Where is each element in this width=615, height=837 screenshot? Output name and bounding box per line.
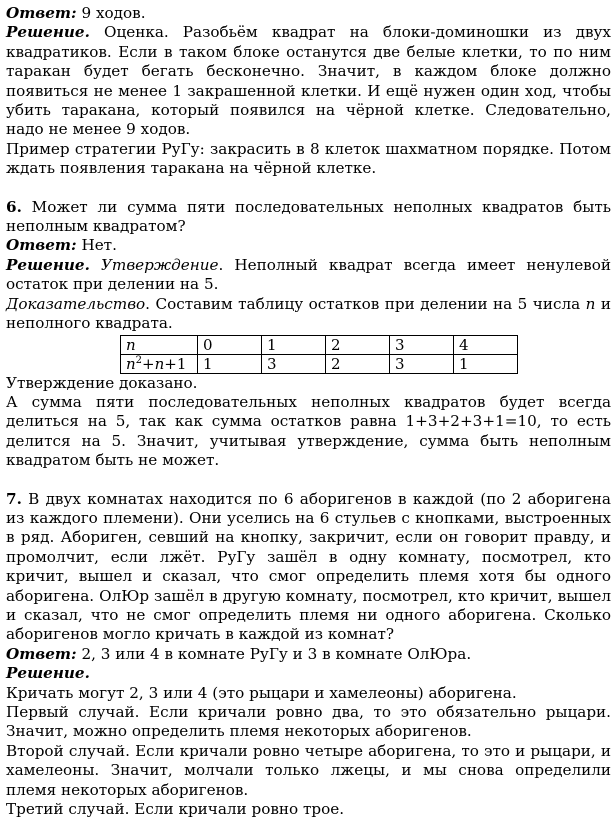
section-gap (6, 179, 611, 198)
s5-example: Пример стратегии РуГу: закрасить в 8 клеток шахматном порядке. Потом ждать появления таракана на чёрной клетке. (6, 139, 611, 178)
table-cell: 3 (390, 335, 454, 354)
table-cell: 0 (198, 335, 262, 354)
s7-question (6, 490, 611, 645)
answer-text: 9 ходов. (76, 4, 146, 22)
answer-label: Ответ: (6, 644, 77, 663)
s7-line-2: Первый случай. Если кричали ровно два, то это обязательно рыцари. Значит, можно определить племя некоторых аборигенов. (6, 703, 611, 741)
proof-text-a: . Составим таблицу остатков при делении на 5 числа (145, 294, 586, 313)
s5-answer (6, 4, 611, 23)
table-cell: 1 (198, 354, 262, 373)
answer-text: 2, 3 или 4 в комнате РуГу и 3 в комнате ОлЮра. (76, 644, 472, 663)
solution-label: Решение. (6, 664, 90, 683)
s7-line-4: Третий случай. Если кричали ровно трое. (6, 800, 345, 819)
table-row (121, 335, 518, 354)
proof-text-b: и неполного квадрата. (6, 294, 612, 333)
claim-label: Утверждение (100, 255, 219, 274)
question-text: Может ли сумма пяти последовательных неполных квадратов быть неполным квадратом? (6, 197, 611, 236)
section-gap (6, 471, 611, 490)
answer-label: Ответ: (6, 4, 77, 22)
expr-tail: +1 (164, 354, 187, 373)
solution-label: Решение. (6, 255, 90, 274)
expr-var: n (126, 354, 136, 373)
table-cell: 1 (454, 354, 518, 373)
table-cell: 2 (326, 354, 390, 373)
table-cell: 3 (262, 354, 326, 373)
table-cell: 3 (390, 354, 454, 373)
s6-conclusion: А сумма пяти последовательных неполных квадратов будет всегда делиться на 5, так как сумма остатков равна 1+3+2+3+1=10, то есть делится на 5. Значит, учитывая утверждение, сумма быть неполным квадратом быть не может. (6, 392, 611, 470)
question-text: В двух комнатах находится по 6 аборигенов в каждой (по 2 аборигена из каждого племени). Они уселись на 6 стульев с кнопками, выстроенных в ряд. Абориген, севший на кнопку, закричит, если он говорит правду, и промолчит, если лжёт. РуГу зашёл в одну комнату, посмотрел, кто кричит, вышел и сказал, что смог определить племя хотя бы одного аборигена. ОлЮр зашёл в другую комнату, посмотрел, кто кричит, вышел и сказал, что не смог определить племя ни одного аборигена. Сколько аборигенов могло кричать в каждой из комнат? (6, 489, 611, 644)
table-header-cell: n (121, 335, 198, 354)
remainder-table (120, 335, 518, 374)
s7-solution-label (6, 664, 611, 683)
answer-label: Ответ: (6, 236, 77, 255)
table-row (121, 354, 518, 373)
s6-proved: Утверждение доказано. (6, 373, 198, 392)
solution-text: Оценка. Разобьём квадрат на блоки-доминошки из двух квадратиков. Если в таком блоке останутся две белые клетки, то по ним таракан будет бегать бесконечно. Значит, в каждом блоке должно появиться не менее 1 закрашенной клетки. И ещё нужен один ход, чтобы убить таракана, который появился на чёрной клетке. Следовательно, надо не менее 9 ходов. (6, 23, 611, 139)
s6-question (6, 198, 611, 237)
expr-var: n (154, 354, 165, 373)
proof-var: n (585, 294, 596, 313)
expr-plus: + (142, 354, 155, 373)
s6-answer (6, 236, 611, 255)
s7-line-3: Второй случай. Если кричали ровно четыре аборигена, то это и рыцари, и хамелеоны. Значит, молчали только лжецы, и мы снова определили племя некоторых аборигенов. (6, 741, 611, 799)
answer-text: Нет. (76, 236, 117, 255)
s6-solution (6, 256, 611, 295)
problem-number: 6. (6, 197, 22, 216)
s7-line-1: Кричать могут 2, 3 или 4 (это рыцари и хамелеоны) аборигена. (6, 683, 517, 702)
problem-number: 7. (6, 489, 22, 508)
expr-exponent: 2 (135, 354, 143, 366)
table-header-cell (121, 354, 198, 373)
proof-label: Доказательство (6, 294, 146, 313)
table-cell: 4 (454, 335, 518, 354)
claim-text: . Неполный квадрат всегда имеет ненулевой остаток при делении на 5. (6, 255, 611, 294)
s7-answer (6, 645, 611, 664)
table-cell: 2 (326, 335, 390, 354)
s6-proof (6, 295, 611, 334)
solution-label: Решение. (6, 23, 90, 42)
table-cell: 1 (262, 335, 326, 354)
s5-solution (6, 23, 611, 139)
